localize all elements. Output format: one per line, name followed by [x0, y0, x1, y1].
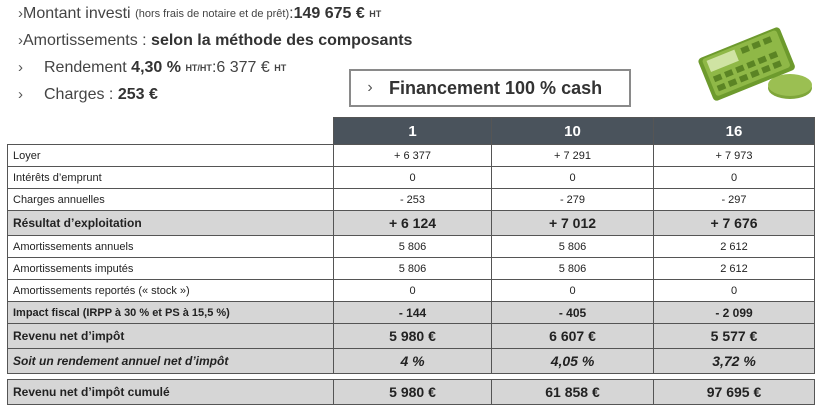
- row-label: Amortissements reportés (« stock »): [8, 280, 334, 302]
- bullet-yield: [18, 54, 348, 81]
- table-row-highlight: [8, 211, 815, 236]
- bullet-sup: HT: [369, 8, 382, 19]
- table-cell: 0: [654, 167, 815, 189]
- bullet-sup: HT/HT: [185, 62, 212, 73]
- table-row: [8, 145, 815, 167]
- table-cell: 4,05 %: [492, 349, 654, 374]
- table-cell: - 279: [492, 189, 654, 211]
- table-cell: 5 980 €: [334, 324, 492, 349]
- bullet-value: 253 €: [117, 85, 158, 103]
- table-cell: 4 %: [334, 349, 492, 374]
- table-row-highlight: [8, 380, 815, 405]
- bullet-sep: :: [289, 4, 294, 22]
- row-label: Intérêts d’emprunt: [8, 167, 334, 189]
- table-cell: 0: [334, 167, 492, 189]
- row-label: Soit un rendement annuel net d’impôt: [8, 349, 334, 374]
- bullet-value: selon la méthode des composants: [151, 31, 413, 49]
- bullet-value: 4,30 %: [131, 58, 181, 76]
- summary-bullets: [18, 0, 413, 108]
- chevron-right-icon: ›: [18, 86, 23, 103]
- table-cell: + 6 377: [334, 145, 492, 167]
- bullet-label: Rendement: [44, 58, 127, 76]
- chevron-right-icon: ›: [18, 32, 23, 49]
- calculator-icon: [690, 22, 815, 104]
- table-cell: + 7 291: [492, 145, 654, 167]
- table-cell: 0: [654, 280, 815, 302]
- table-row-highlight: [8, 349, 815, 374]
- chevron-right-icon: ›: [367, 79, 373, 96]
- row-label: Amortissements annuels: [8, 236, 334, 258]
- table-cell: + 7 012: [492, 211, 654, 236]
- table-cell: 3,72 %: [654, 349, 815, 374]
- table-cell: + 7 676: [654, 211, 815, 236]
- bullet-sup-2: HT: [274, 62, 287, 73]
- financial-table: [7, 117, 815, 405]
- column-header: 16: [654, 118, 815, 145]
- column-header: 1: [334, 118, 492, 145]
- row-label: Loyer: [8, 145, 334, 167]
- row-label: Résultat d’exploitation: [8, 211, 334, 236]
- table-cell: + 6 124: [334, 211, 492, 236]
- bullet-value: 149 675 €: [293, 4, 365, 22]
- row-label: Impact fiscal (IRPP à 30 % et PS à 15,5 %): [8, 302, 334, 324]
- table-cell: 5 806: [492, 236, 654, 258]
- row-label: Charges annuelles: [8, 189, 334, 211]
- table-row: [8, 258, 815, 280]
- table-cell: - 253: [334, 189, 492, 211]
- table-cell: - 2 099: [654, 302, 815, 324]
- table-cell: 5 577 €: [654, 324, 815, 349]
- chevron-right-icon: ›: [18, 5, 23, 22]
- chevron-right-icon: ›: [18, 59, 23, 76]
- row-label: Revenu net d’impôt: [8, 324, 334, 349]
- table-row: [8, 189, 815, 211]
- table-cell: - 144: [334, 302, 492, 324]
- row-label: Revenu net d’impôt cumulé: [8, 380, 334, 405]
- table-cell: 5 806: [334, 258, 492, 280]
- financing-label: Financement 100 % cash: [389, 77, 603, 98]
- bullet-value-2: 6 377 €: [216, 58, 270, 76]
- table-cell: + 7 973: [654, 145, 815, 167]
- table-cell: 2 612: [654, 258, 815, 280]
- table-row: [8, 280, 815, 302]
- bullet-label: Montant investi: [23, 4, 131, 22]
- table-cell: 0: [492, 167, 654, 189]
- bullet-investment: [18, 0, 382, 27]
- table-row: [8, 167, 815, 189]
- table-cell: 5 980 €: [334, 380, 492, 405]
- bullet-charges: [18, 81, 348, 108]
- bullet-depreciation: [18, 27, 413, 54]
- column-header: 10: [492, 118, 654, 145]
- bullet-label: Charges :: [44, 85, 114, 103]
- table-cell: 0: [492, 280, 654, 302]
- bullet-sep: :: [211, 58, 217, 76]
- table-cell: 97 695 €: [654, 380, 815, 405]
- header-blank: [8, 118, 334, 145]
- table-cell: 6 607 €: [492, 324, 654, 349]
- table-cell: 5 806: [334, 236, 492, 258]
- row-label: Amortissements imputés: [8, 258, 334, 280]
- bullet-label: Amortissements :: [23, 31, 147, 49]
- table-row: [8, 236, 815, 258]
- table-cell: - 405: [492, 302, 654, 324]
- table-row-highlight: [8, 302, 815, 324]
- table-cell: - 297: [654, 189, 815, 211]
- table-row-highlight: [8, 324, 815, 349]
- table-cell: 2 612: [654, 236, 815, 258]
- table-cell: 61 858 €: [492, 380, 654, 405]
- bullet-note: (hors frais de notaire et de prêt): [135, 7, 290, 20]
- table-header-row: [8, 118, 815, 145]
- financing-box: [349, 69, 631, 107]
- table-cell: 5 806: [492, 258, 654, 280]
- table-cell: 0: [334, 280, 492, 302]
